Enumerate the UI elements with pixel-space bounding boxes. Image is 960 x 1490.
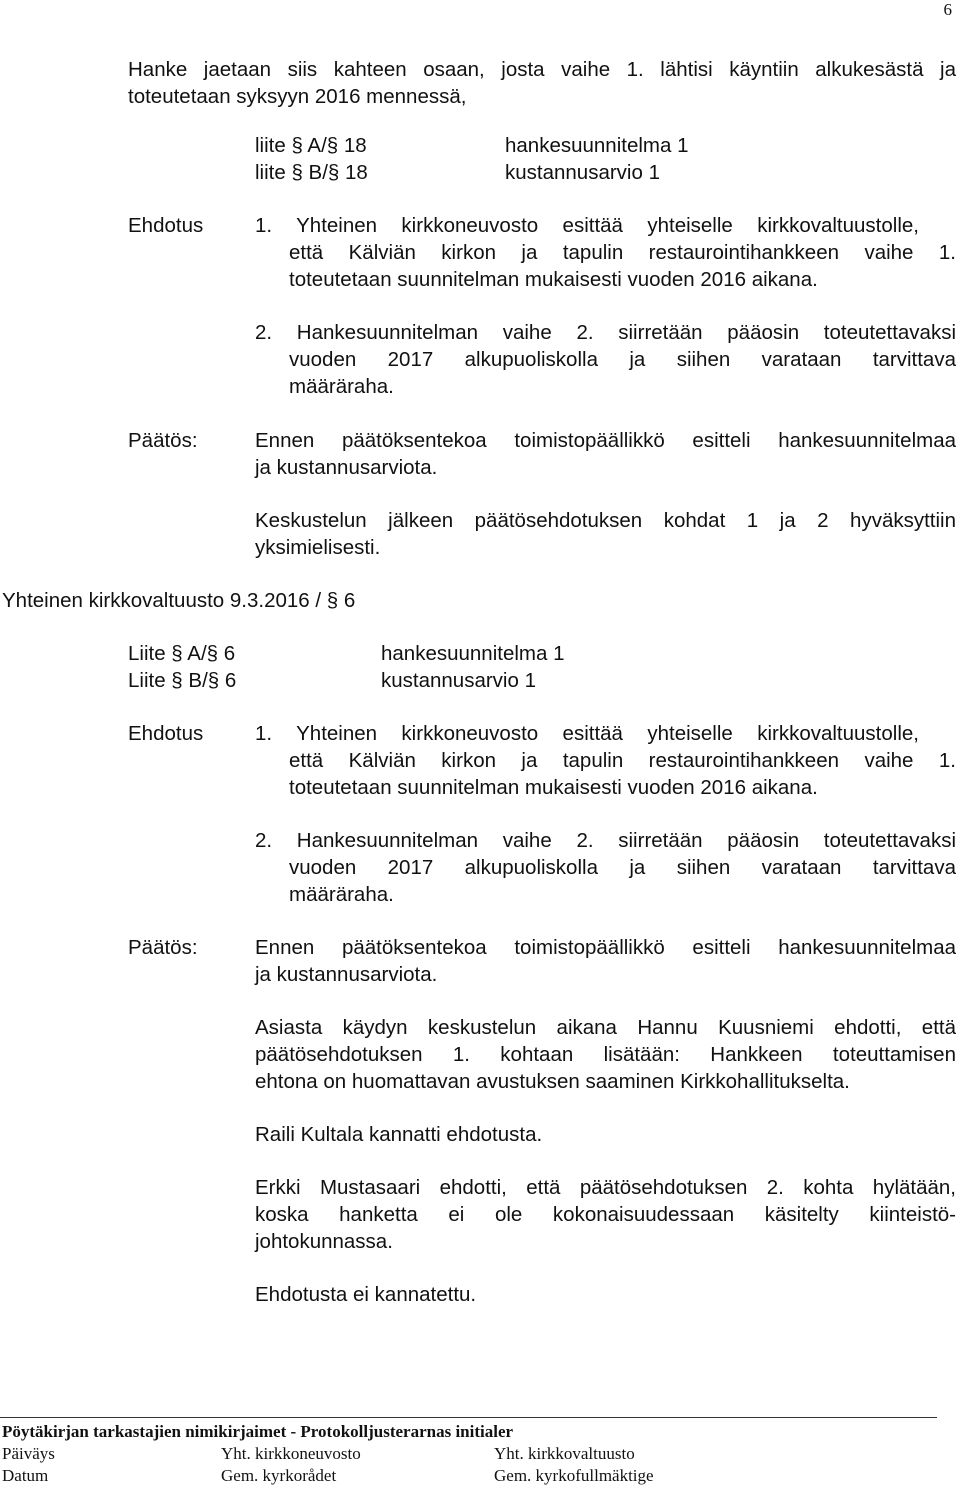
attachment-b-ref-2: Liite § B/§ 6 xyxy=(128,669,237,692)
ehdotus-1-line-2: että Kälviän kirkon ja tapulin restaurointihankkeen vaihe 1. xyxy=(289,241,956,264)
paatos-p5: Ehdotusta ei kannatettu. xyxy=(255,1283,477,1306)
footer-col2-line2: Gem. kyrkorådet xyxy=(221,1466,337,1485)
footer-col1-line2: Datum xyxy=(2,1466,49,1485)
attachment-a-ref: liite § A/§ 18 xyxy=(255,134,367,157)
ehdotus-1-line-2-2: että Kälviän kirkon ja tapulin restaurointihankkeen vaihe 1. xyxy=(289,749,956,772)
section-heading: Yhteinen kirkkovaltuusto 9.3.2016 / § 6 xyxy=(2,589,356,612)
paatos-p1-line-2: ja kustannusarviota. xyxy=(255,456,438,479)
ehdotus-2-line-3-2: määräraha. xyxy=(289,883,394,906)
paatos-p2-line-2-2: päätösehdotuksen 1. kohtaan lisätään: Hankkeen toteuttamisen xyxy=(255,1043,956,1066)
ehdotus-2-line-2: vuoden 2017 alkupuoliskolla ja siihen varataan tarvittava xyxy=(289,348,956,371)
paatos-label-2: Päätös: xyxy=(128,936,198,959)
ehdotus-label: Ehdotus xyxy=(128,214,204,237)
ehdotus-1-line-3: toteutetaan suunnitelman mukaisesti vuoden 2016 aikana. xyxy=(289,268,818,291)
footer-rule xyxy=(0,1417,937,1418)
attachment-a-name: hankesuunnitelma 1 xyxy=(505,134,689,157)
paatos-p2-line-1-2: Asiasta käydyn keskustelun aikana Hannu Kuusniemi ehdotti, että xyxy=(255,1016,956,1039)
ehdotus-1-line-1-2: 1. Yhteinen kirkkoneuvosto esittää yhteiselle kirkkovaltuustolle, xyxy=(255,722,919,745)
footer-title: Pöytäkirjan tarkastajien nimikirjaimet - Protokolljusterarnas initialer xyxy=(2,1422,514,1441)
ehdotus-1-line-1: 1. Yhteinen kirkkoneuvosto esittää yhteiselle kirkkovaltuustolle, xyxy=(255,214,919,237)
paatos-p1-line-1-2: Ennen päätöksentekoa toimistopäällikkö esitteli hankesuunnitelmaa xyxy=(255,936,956,959)
paatos-p1-line-1: Ennen päätöksentekoa toimistopäällikkö esitteli hankesuunnitelmaa xyxy=(255,429,956,452)
attachment-a-name-2: hankesuunnitelma 1 xyxy=(381,642,565,665)
paatos-p4-line-2: koska hanketta ei ole kokonaisuudessaan käsitelty kiinteistö- xyxy=(255,1203,956,1226)
paatos-p2-line-3-2: ehtona on huomattavan avustuksen saaminen Kirkkohallitukselta. xyxy=(255,1070,850,1093)
paatos-p1-line-2-2: ja kustannusarviota. xyxy=(255,963,438,986)
ehdotus-2-line-1-2: 2. Hankesuunnitelman vaihe 2. siirretään pääosin toteutettavaksi xyxy=(255,829,956,852)
footer-col1-line1: Päiväys xyxy=(2,1444,55,1463)
footer-col3-line1: Yht. kirkkovaltuusto xyxy=(494,1444,635,1463)
intro-line-2: toteutetaan syksyyn 2016 mennessä, xyxy=(128,85,467,108)
attachment-a-ref-2: Liite § A/§ 6 xyxy=(128,642,236,665)
paatos-p4-line-3: johtokunnassa. xyxy=(255,1230,393,1253)
paatos-p2-line-2: yksimielisesti. xyxy=(255,536,381,559)
intro-line-1: Hanke jaetaan siis kahteen osaan, josta vaihe 1. lähtisi käyntiin alkukesästä ja xyxy=(128,58,956,81)
ehdotus-2-line-3: määräraha. xyxy=(289,375,394,398)
paatos-label: Päätös: xyxy=(128,429,198,452)
ehdotus-label-2: Ehdotus xyxy=(128,722,204,745)
attachment-b-name-2: kustannusarvio 1 xyxy=(381,669,536,692)
ehdotus-2-line-2-2: vuoden 2017 alkupuoliskolla ja siihen varataan tarvittava xyxy=(289,856,956,879)
attachment-b-ref: liite § B/§ 18 xyxy=(255,161,368,184)
ehdotus-1-line-3-2: toteutetaan suunnitelman mukaisesti vuoden 2016 aikana. xyxy=(289,776,818,799)
ehdotus-2-line-1: 2. Hankesuunnitelman vaihe 2. siirretään pääosin toteutettavaksi xyxy=(255,321,956,344)
attachment-b-name: kustannusarvio 1 xyxy=(505,161,660,184)
page-number: 6 xyxy=(943,0,952,19)
footer-col2-line1: Yht. kirkkoneuvosto xyxy=(221,1444,361,1463)
footer-col3-line2: Gem. kyrkofullmäktige xyxy=(494,1466,654,1485)
paatos-p3: Raili Kultala kannatti ehdotusta. xyxy=(255,1123,543,1146)
paatos-p4-line-1: Erkki Mustasaari ehdotti, että päätösehdotuksen 2. kohta hylätään, xyxy=(255,1176,956,1199)
paatos-p2-line-1: Keskustelun jälkeen päätösehdotuksen kohdat 1 ja 2 hyväksyttiin xyxy=(255,509,956,532)
